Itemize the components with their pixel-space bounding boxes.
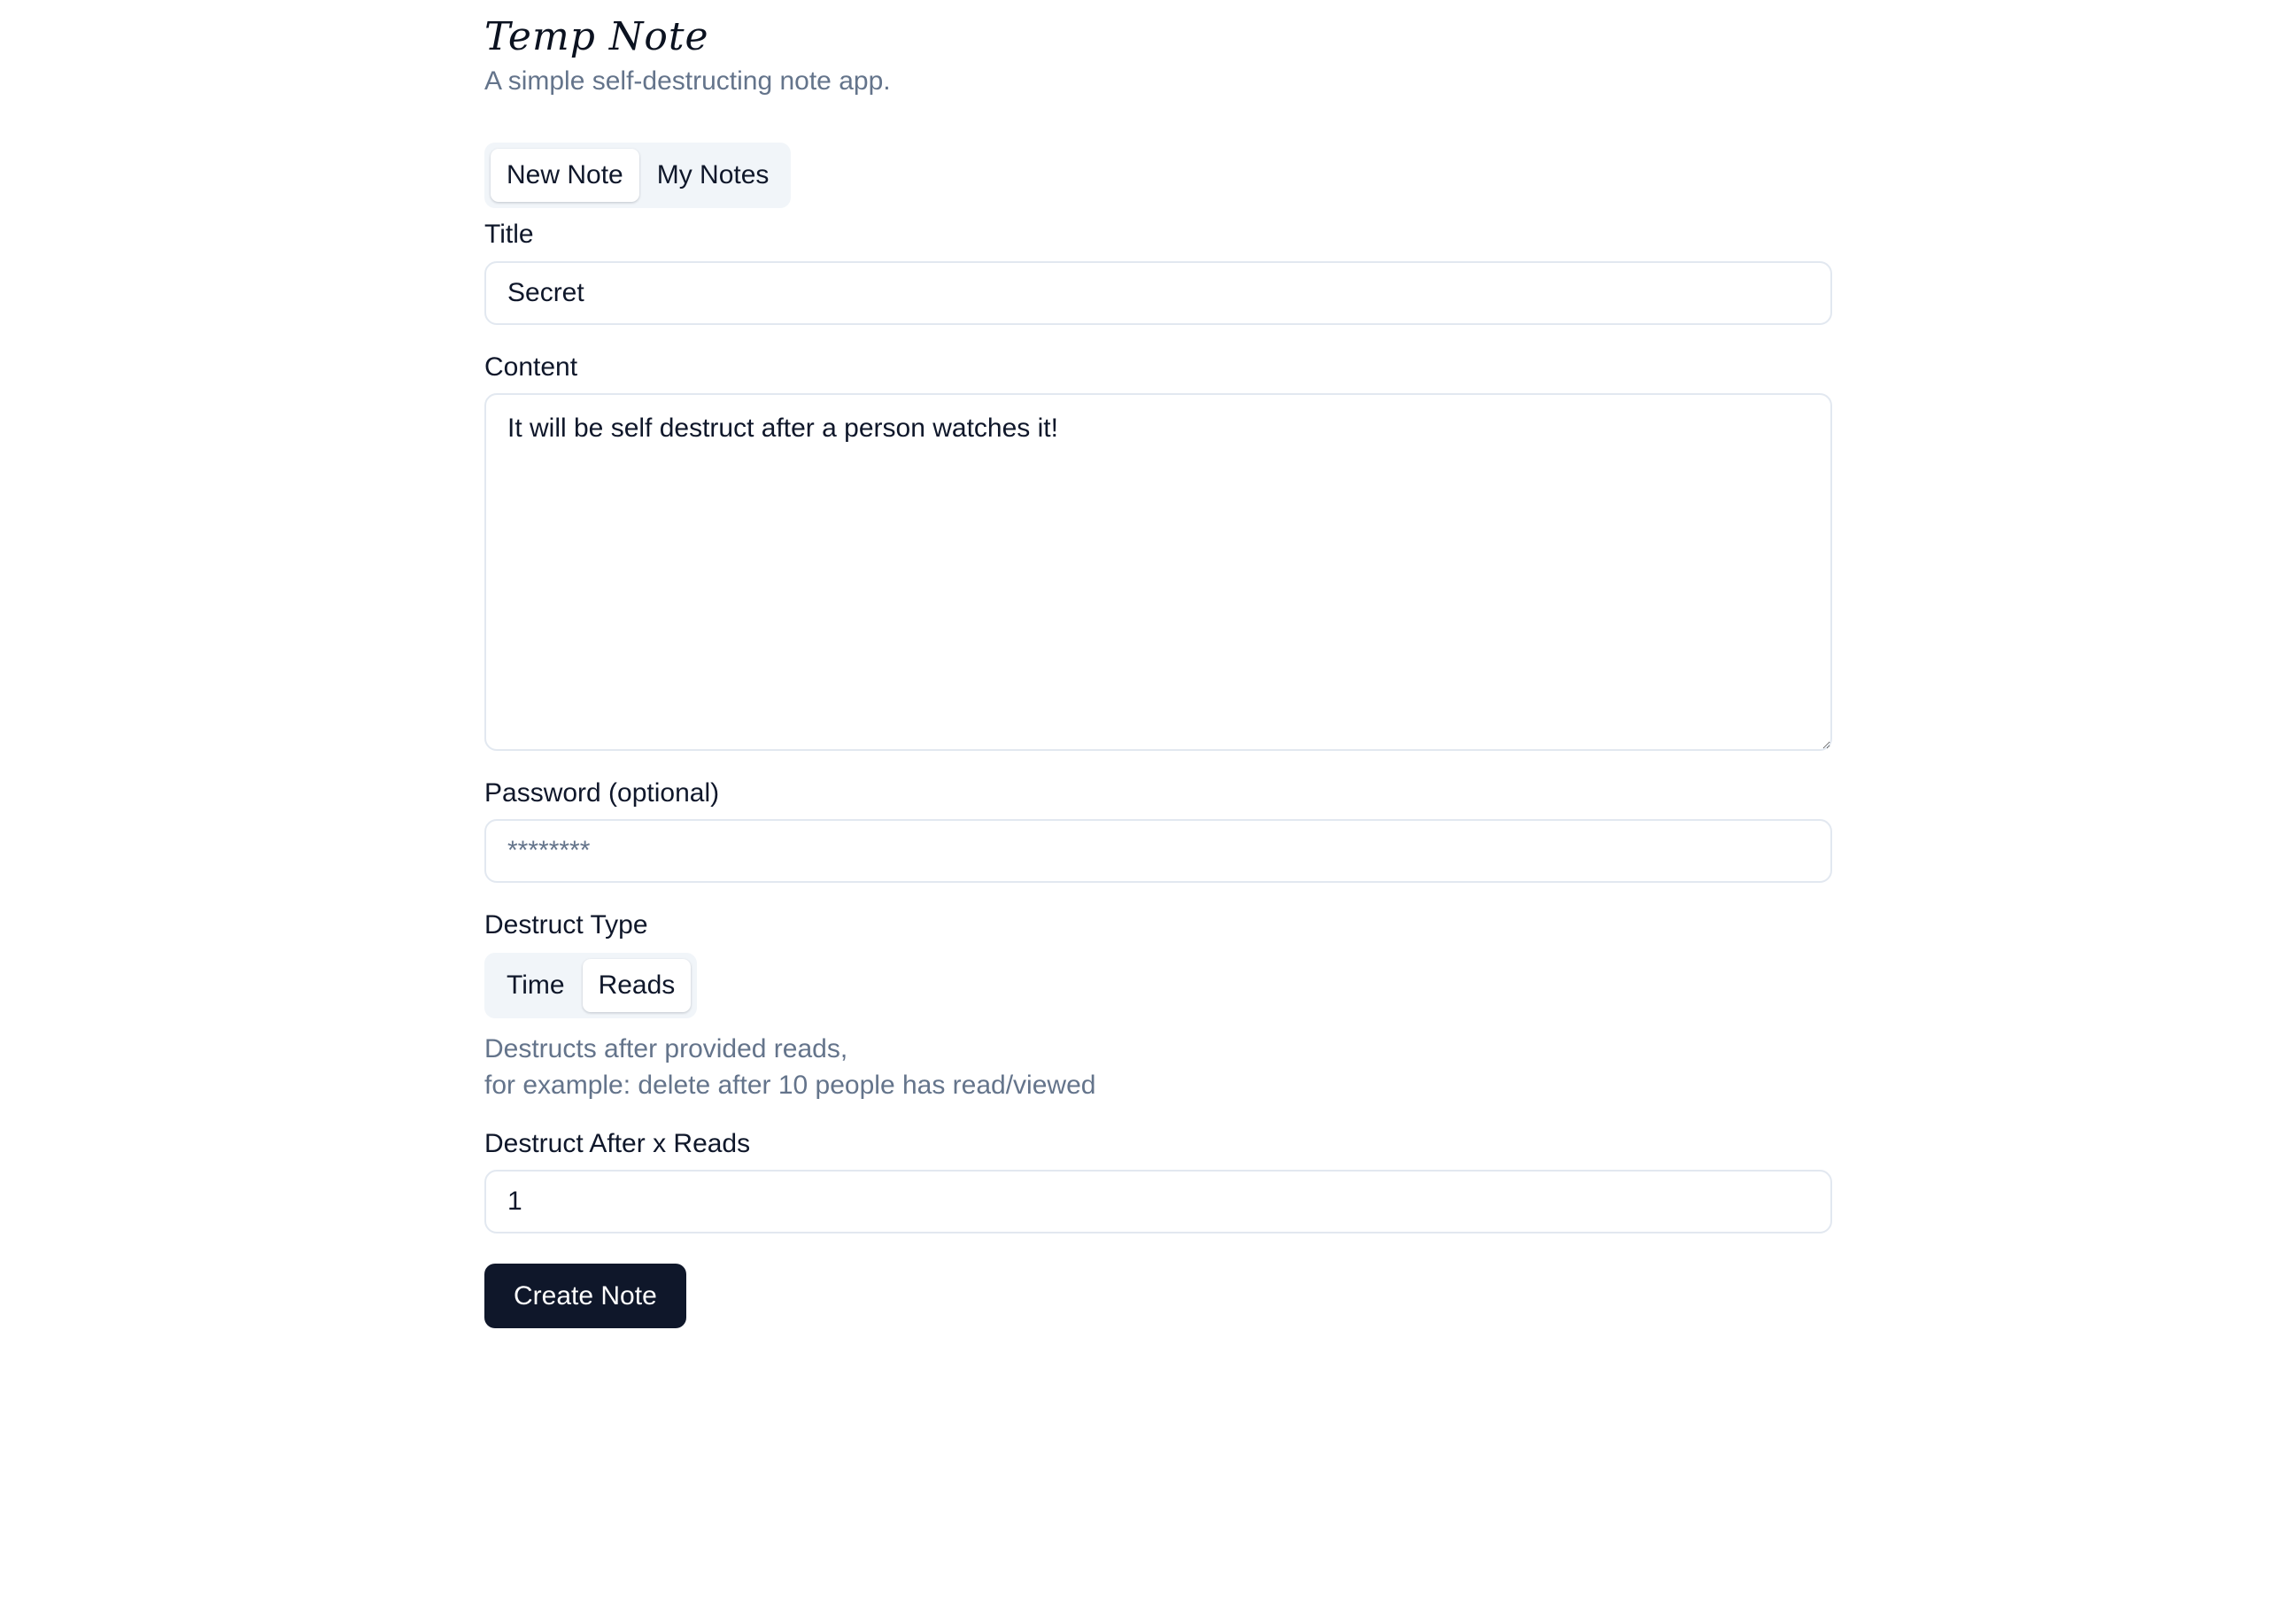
destruct-type-toggle (484, 953, 697, 1018)
destruct-type-help (484, 1031, 1095, 1103)
destruct-type-label: Destruct Type (484, 910, 648, 940)
title-input[interactable] (484, 261, 1832, 325)
destruct-type-reads[interactable]: Reads (583, 959, 692, 1012)
destruct-help-line-1: Destructs after provided reads, (484, 1034, 848, 1063)
reads-label: Destruct After x Reads (484, 1129, 751, 1158)
destruct-help-line-2: for example: delete after 10 people has read/viewed (484, 1071, 1096, 1100)
content-label: Content (484, 352, 578, 382)
tab-my-notes[interactable]: My Notes (656, 160, 770, 189)
password-label: Password (optional) (484, 778, 720, 808)
app-subtitle: A simple self-destructing note app. (484, 66, 891, 96)
reads-input[interactable] (484, 1170, 1832, 1233)
tab-new-note[interactable]: New Note (491, 149, 639, 202)
destruct-type-time[interactable]: Time (507, 971, 565, 1000)
create-note-button[interactable]: Create Note (484, 1264, 686, 1328)
password-input[interactable] (484, 819, 1832, 883)
app-title: Temp Note (484, 14, 709, 59)
main-tabs (484, 143, 791, 208)
title-label: Title (484, 220, 534, 249)
content-textarea[interactable] (484, 393, 1832, 751)
